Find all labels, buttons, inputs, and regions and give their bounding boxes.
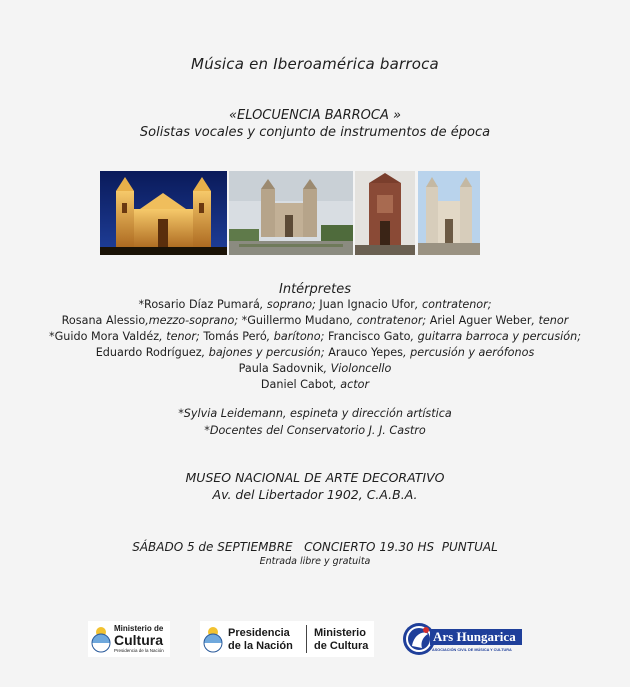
colonial-church-photo [418,171,480,255]
performer-name: Juan Ignacio Ufor [319,298,415,311]
performer-role: , bajones y percusión; [201,346,329,359]
ars-hungarica-name: Ars Hungarica [433,629,516,644]
performer-name: Paula Sadovnik [238,362,324,375]
logo-line: Cultura [114,632,163,648]
performer-name: Francisco Gato [327,330,411,343]
logo-line: Ministerio [314,627,366,639]
logo-line: de Cultura [314,640,369,652]
venue-name: MUSEO NACIONAL DE ARTE DECORATIVO [185,470,445,485]
performer-line [0,377,630,393]
logo-line: de la Nación [228,640,293,652]
concert-subtitle: Solistas vocales y conjunto de instrumentos de época [139,125,491,140]
entry-info: Entrada libre y gratuita [259,556,371,567]
logo-divider [306,625,307,653]
director-note: *Sylvia Leidemann, espineta y dirección artística [178,407,452,420]
performer-role: , Violoncello [323,362,392,375]
performer-role: , tenor; [159,330,204,343]
ministerio-cultura-logo [88,621,170,657]
performer-name: Eduardo Rodríguez [95,346,202,359]
series-title: Música en Iberoamérica barroca [191,55,439,73]
cathedral-night-photo [100,171,227,255]
church-plaza-photo [229,171,353,255]
performer-name: *Guillermo Mudano [241,314,350,327]
performer-name: Tomás Peró [203,330,267,343]
performer-role: , contratenor; [349,314,430,327]
performer-role: , contratenor; [414,298,492,311]
performer-name: Arauco Yepes [328,346,403,359]
performers-heading: Intérpretes [279,282,351,297]
church-facade-photo [355,171,415,255]
logo-line: Presidencia [228,627,290,639]
concert-name: «ELOCUENCIA BARROCA » [228,108,401,123]
event-date-line: SÁBADO 5 de SEPTIEMBRE CONCIERTO 19.30 HS PUNTUAL [132,540,498,554]
argentina-coat-of-arms-icon [202,625,224,653]
performer-line [0,329,630,345]
performer-name: Ariel Aguer Weber [429,314,532,327]
argentina-coat-of-arms-icon [90,625,112,653]
performer-role: , percusión y aerófonos [403,346,535,359]
performer-name: *Rosario Díaz Pumará [138,298,260,311]
performer-line [0,361,630,377]
performer-role: ,mezzo-soprano; [145,314,242,327]
logo-line: Ministerio de [114,624,164,633]
performer-role: , soprano; [259,298,320,311]
performer-name: Rosana Alessio [61,314,146,327]
performer-role: , guitarra barroca y percusión; [410,330,581,343]
conservatory-note: *Docentes del Conservatorio J. J. Castro [204,424,426,437]
logo-line: Presidencia de la Nación [114,648,164,653]
ars-hungarica-logo [402,621,522,657]
performer-role: , actor [333,378,370,391]
presidencia-logo [200,621,374,657]
performer-line [0,313,630,329]
performer-line [0,297,630,313]
ars-hungarica-subtitle: ASOCIACIÓN CIVIL DE MÚSICA Y CULTURA [432,648,512,652]
performer-line [0,345,630,361]
photo-strip [100,171,480,255]
venue-address: Av. del Libertador 1902, C.A.B.A. [212,487,418,502]
performer-role: , tenor [531,314,569,327]
performer-role: , barítono; [266,330,328,343]
performer-name: *Guido Mora Valdéz [49,330,160,343]
performer-name: Daniel Cabot [260,378,334,391]
